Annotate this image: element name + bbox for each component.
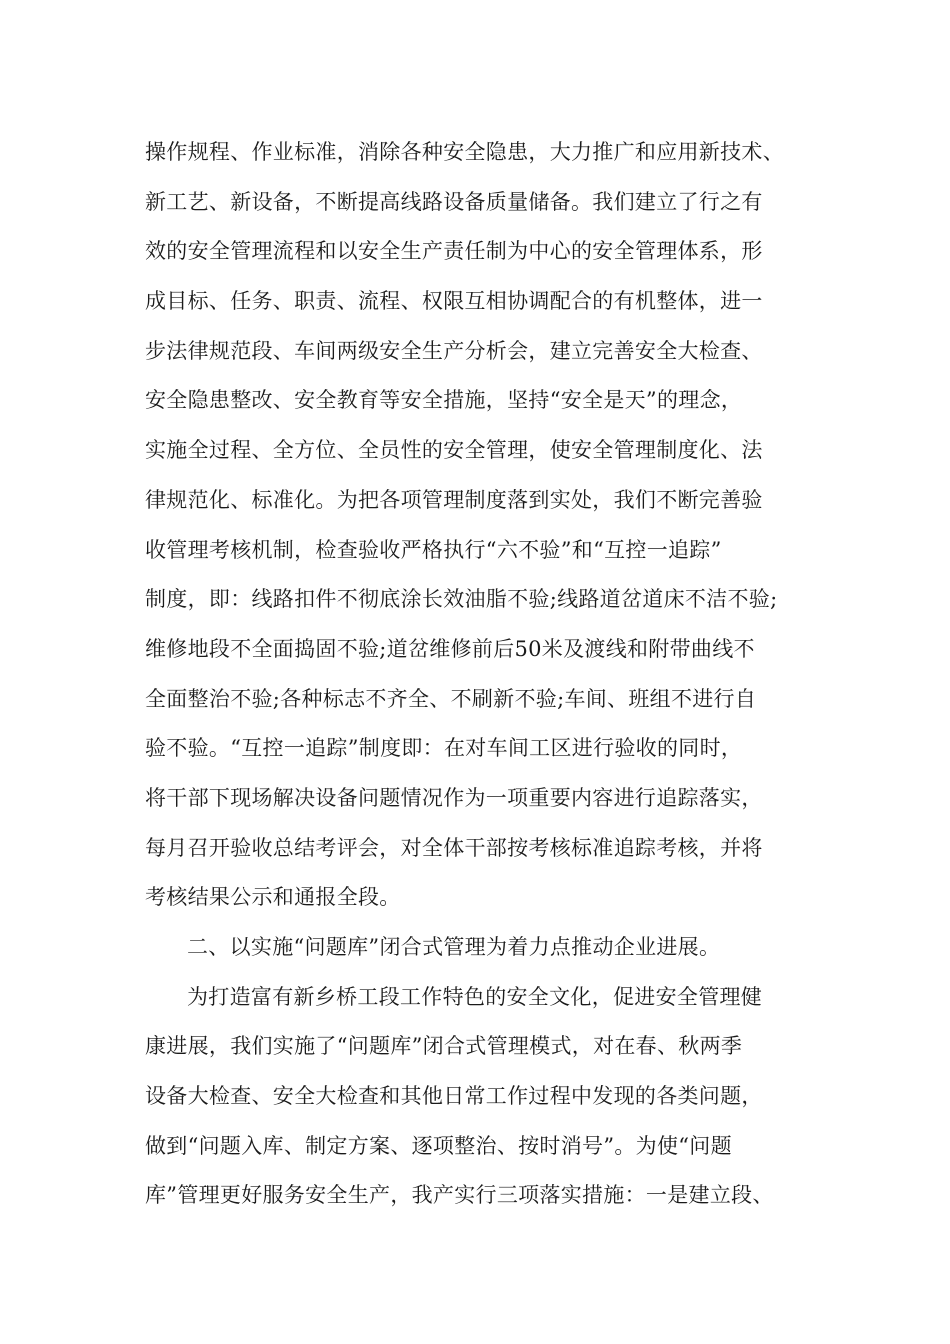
- text-line: 将干部下现场解决设备问题情况作为一项重要内容进行追踪落实，: [145, 785, 763, 810]
- text-line: 安全隐患整改、安全教育等安全措施，坚持“安全是天”的理念，: [145, 388, 743, 413]
- text-line: 成目标、任务、职责、流程、权限互相协调配合的有机整体，进一: [145, 289, 763, 314]
- text-line: 新工艺、新设备，不断提高线路设备质量储备。我们建立了行之有: [145, 189, 763, 214]
- text-line: 全面整治不验;各种标志不齐全、不刷新不验;车间、班组不进行自: [145, 686, 757, 711]
- text-line: 制度，即：线路扣件不彻底涂长效油脂不验;线路道岔道床不洁不验;: [145, 587, 778, 612]
- text-line: 康进展，我们实施了“问题库”闭合式管理模式，对在春、秋两季: [145, 1034, 743, 1059]
- text-line: 操作规程、作业标准，消除各种安全隐患，大力推广和应用新技术、: [145, 140, 784, 164]
- text-line: 步法律规范段、车间两级安全生产分析会，建立完善安全大检查、: [145, 338, 763, 363]
- text-line: 库”管理更好服务安全生产，我产实行三项落实措施：一是建立段、: [145, 1183, 774, 1208]
- section-heading: 二、以实施“问题库”闭合式管理为着力点推动企业进展。: [187, 935, 721, 959]
- text-line: 实施全过程、全方位、全员性的安全管理，使安全管理制度化、法: [145, 438, 763, 463]
- text-line: 律规范化、标准化。为把各项管理制度落到实处，我们不断完善验: [145, 487, 763, 512]
- text-line: 维修地段不全面捣固不验;道岔维修前后50米及渡线和附带曲线不: [145, 636, 755, 661]
- text-line: 收管理考核机制，检查验收严格执行“六不验”和“互控一追踪”: [145, 537, 722, 562]
- text-line: 做到“问题入库、制定方案、逐项整治、按时消号”。为使“问题: [145, 1133, 732, 1158]
- text-line: 效的安全管理流程和以安全生产责任制为中心的安全管理体系，形: [145, 239, 763, 264]
- body-text: [145, 128, 835, 1221]
- text-line: 设备大检查、安全大检查和其他日常工作过程中发现的各类问题，: [145, 1084, 763, 1109]
- text-line: 验不验。“互控一追踪”制度即：在对车间工区进行验收的同时，: [145, 736, 743, 761]
- text-line: 为打造富有新乡桥工段工作特色的安全文化，促进安全管理健: [187, 984, 763, 1009]
- text-line: 每月召开验收总结考评会，对全体干部按考核标准追踪考核，并将: [145, 835, 763, 860]
- text-line: 考核结果公示和通报全段。: [145, 885, 401, 910]
